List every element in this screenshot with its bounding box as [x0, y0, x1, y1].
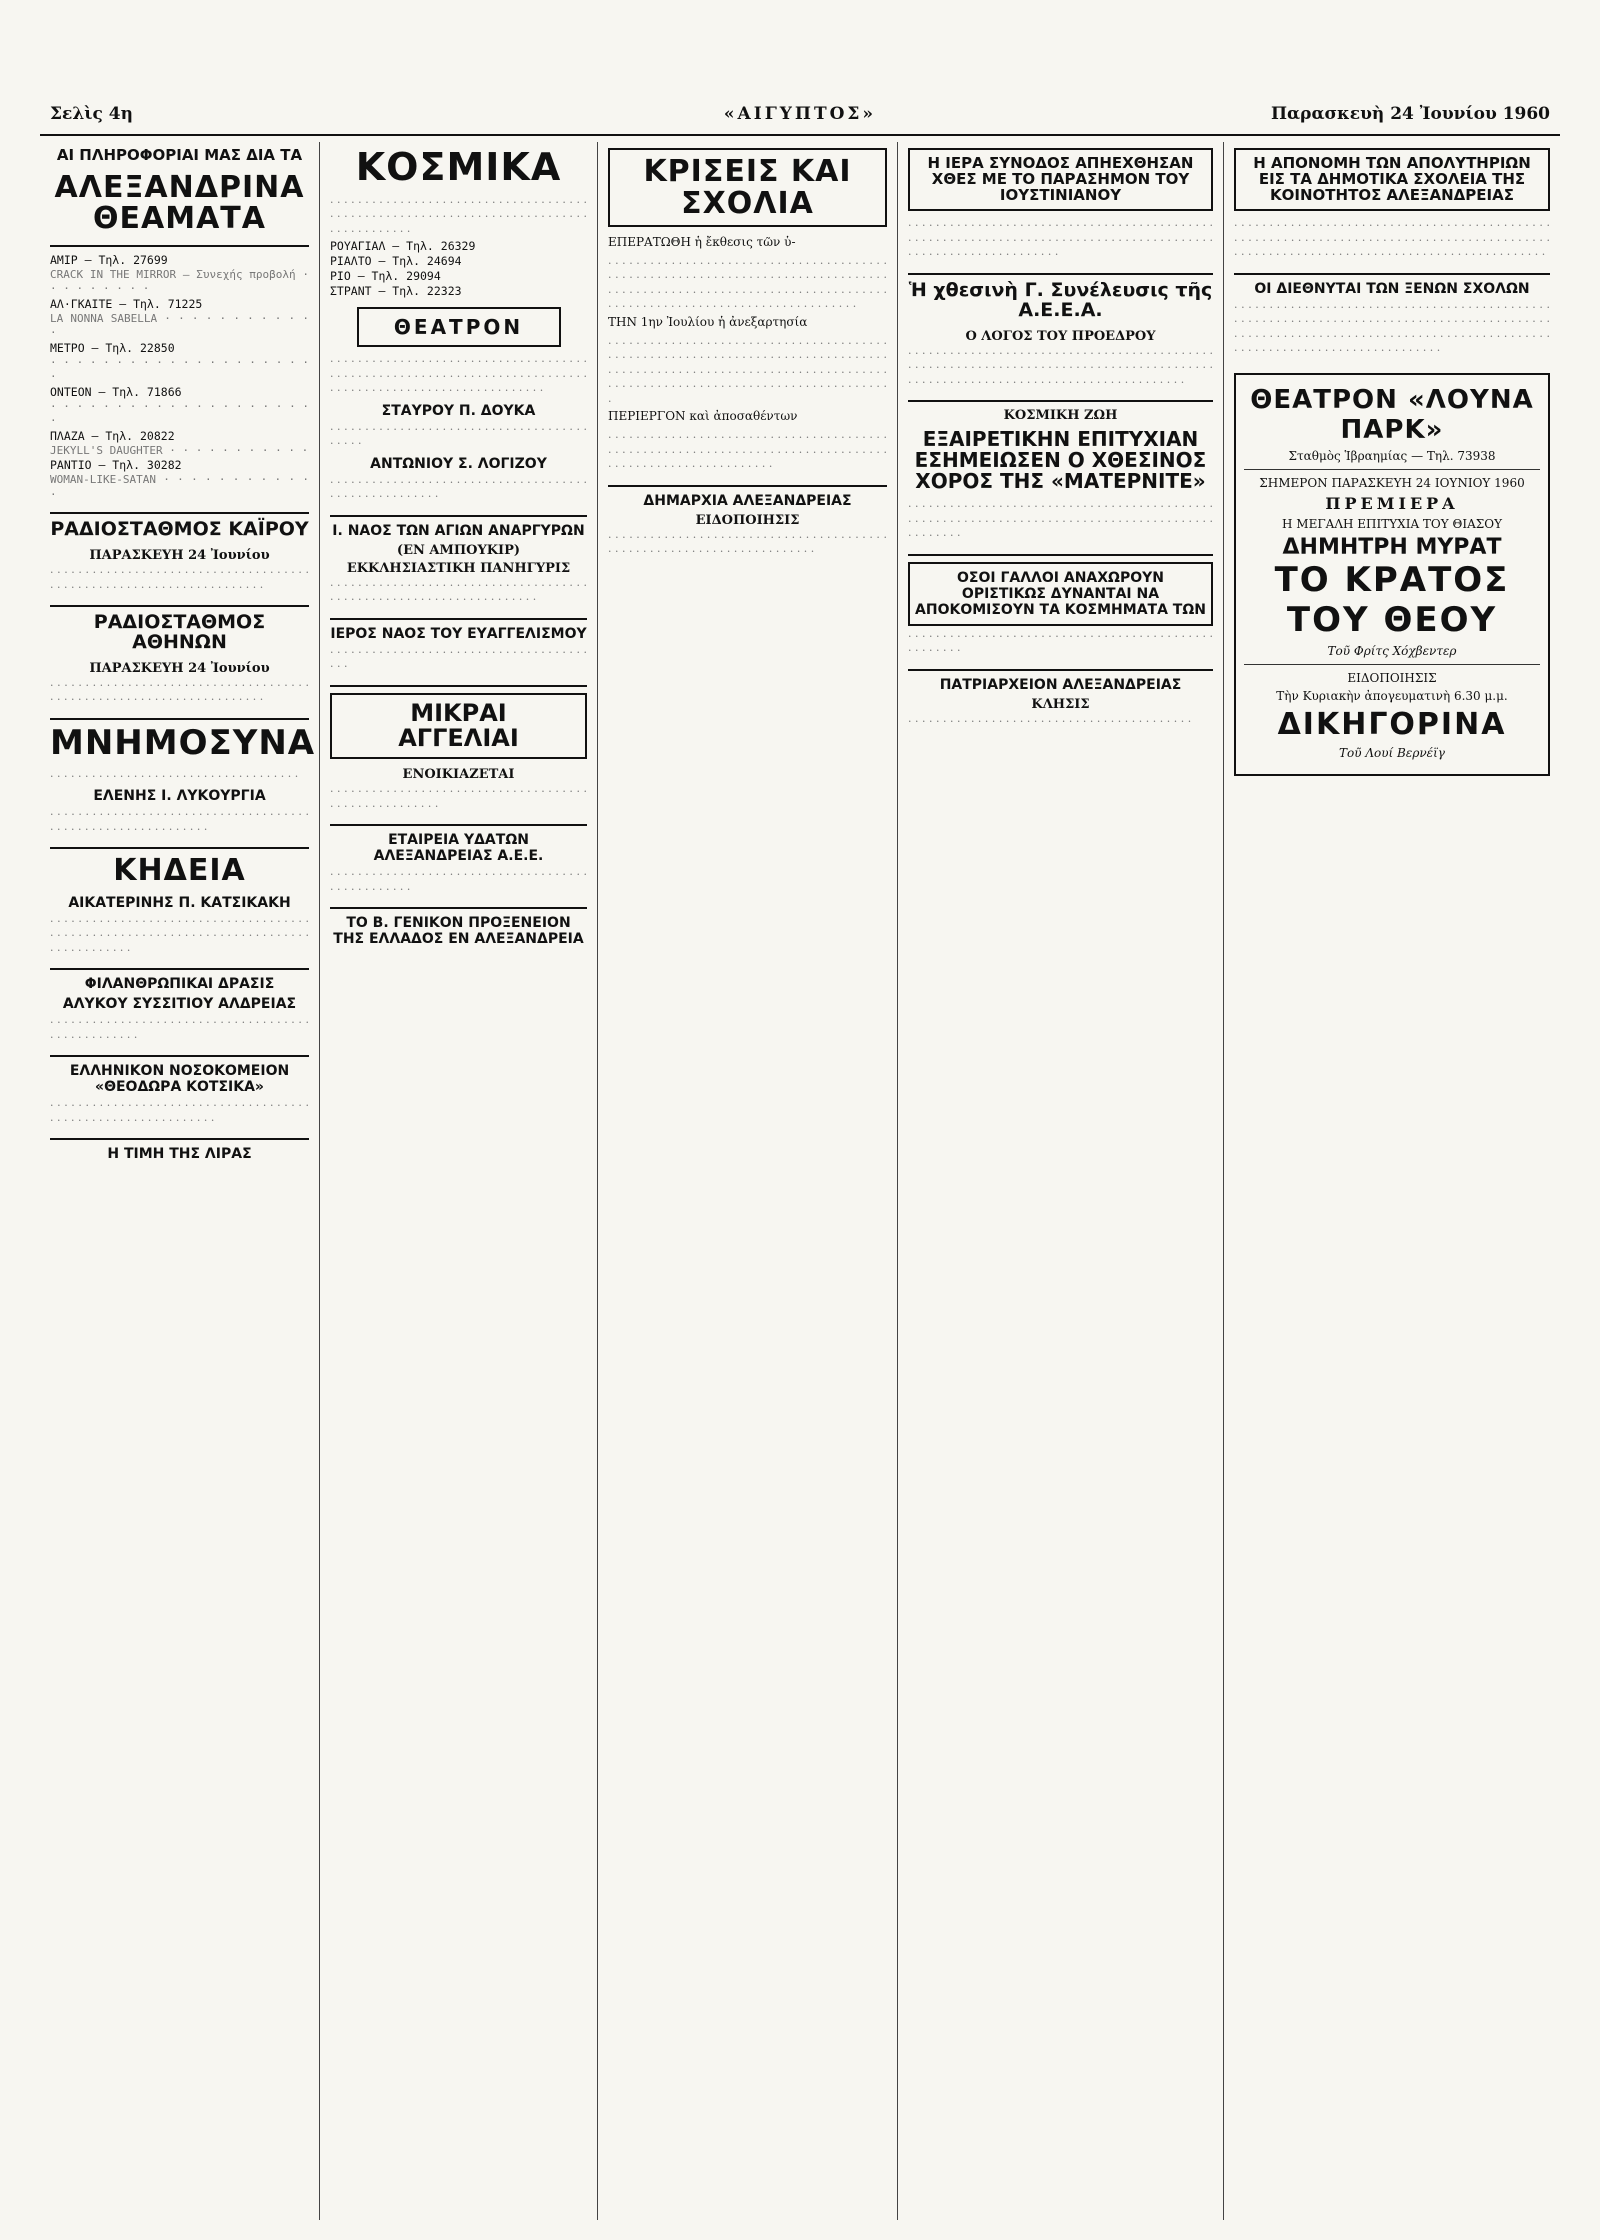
classifieds-title-2: ΑΓΓΕΛΙΑΙ [398, 724, 519, 753]
ad-sunday: Τὴν Κυριακὴν ἀπογευματινὴ 6.30 μ.μ. [1276, 688, 1508, 703]
column-news: Η ΙΕΡΑ ΣΥΝΟΔΟΣ ΑΠΗΕΧΘΗΣΑΝ ΧΘΕΣ ΜΕ ΤΟ ΠΑΡΑΣΗΜΟΝ ΤΟΥ ΙΟΥΣΤΙΝΙΑΝΟΥ · · · · · · · · · · · · · · · · · · · · · · · · · · · · · · · · · · · · · · · · · · · · · · · · · · · · · · · · · · · · · · · · · · · · · · · · · · · · · · · · · · · · · · · · · · · · · · · · · · · · · · · · · · · · · · Ἡ χθεσινὴ Γ. Συνέλευσις τῆς Α.Ε.Ε.Α. Ο ΛΟΓΟΣ ΤΟΥ ΠΡΟΕΔΡΟΥ · · · · · · · · · · · · · · · · · · · · · · · · · · · · · · · · · · · · · · · · · · · · · · · · · · · · · · · · · · · · · · · · · · · · · · · · · · · · · · · · · · · · · · · · · · · · · · · · · · · · · · · · · · · · · · · · · · · · · · · · · · · · · · · · ΚΟΣΜΙΚΗ ΖΩΗ ΕΞΑΙΡΕΤΙΚΗΝ ΕΠΙΤΥΧΙΑΝ ΕΣΗΜΕΙΩΣΕΝ Ο ΧΘΕΣΙΝΟΣ ΧΟΡΟΣ ΤΗΣ «ΜΑΤΕΡΝΙΤΕ» · · · · · · · · · · · · · · · · · · · · · · · · · · · · · · · · · · · · · · · · · · · · · · · · · · · · · · · · · · · · · · · · · · · · · · · · · · · · · · · · · · · · · · · · · · · · · · · · ΟΣΟΙ ΓΑΛΛΟΙ ΑΝΑΧΩΡΟΥΝ ΟΡΙΣΤΙΚΩΣ ΔΥΝΑΝΤΑΙ ΝΑ ΑΠΟΚΟΜΙΣΟΥΝ ΤΑ ΚΟΣΜΗΜΑΤΑ ΤΩΝ · · · · · · · · · · · · · · · · · · · · · · · · · · · · · · · · · · · · · · · · · · · · · · · · · · · · ΠΑΤΡΙΑΡΧΕΙΟΝ ΑΛΕΞΑΝΔΡΕΙΑΣ ΚΛΗΣΙΣ · · · · · · · · · · · · · · · · · · · · · · · · · · · · · · · · · · · · · · · · · [898, 142, 1224, 2220]
classifieds-title-1: ΜΙΚΡΑΙ [410, 698, 507, 727]
commentary-paragraph: ΕΠΕΡΑΤΩΘΗ ἡ ἔκθεσις τῶν ὑ- [608, 235, 796, 249]
commentary-paragraph: ΠΕΡΙΕΡΓΟΝ καὶ ἀποσαθέντων [608, 409, 798, 424]
cinema-listing: ΑΜΙΡ — Τηλ. 27699 [50, 252, 168, 267]
memorial-name: ΑΝΤΩΝΙΟΥ Σ. ΛΟΓΙΖΟΥ [370, 455, 547, 472]
cinema-listing: ΣΤΡΑΝΤ — Τηλ. 22323 [330, 284, 462, 299]
issue-date: Παρασκευὴ 24 Ἰουνίου 1960 [1271, 104, 1550, 124]
funeral-title: ΚΗΔΕΙΑ [113, 853, 246, 889]
french-jewels-notice: ΟΣΟΙ ΓΑΛΛΟΙ ΑΝΑΧΩΡΟΥΝ ΟΡΙΣΤΙΚΩΣ ΔΥΝΑΝΤΑΙ ΝΑ ΑΠΟΚΟΜΙΣΟΥΝ ΤΑ ΚΟΣΜΗΜΑΤΑ ΤΩΝ [908, 562, 1213, 626]
cinema-listing: ΡΑΝΤΙΟ — Τηλ. 30282 [50, 458, 182, 473]
ad-premiere: ΠΡΕΜΙΕΡΑ [1325, 493, 1459, 513]
theater-logo: ΘΕΑΤΡΟΝ [357, 307, 561, 347]
charity-subtitle: ΑΛΥΚΟΥ ΣΥΣΣΙΤΙΟΥ ΑΛΔΡΕΙΑΣ [62, 996, 297, 1013]
municipality-title: ΔΗΜΑΡΧΙΑ ΑΛΕΞΑΝΔΡΕΙΑΣ [643, 492, 852, 509]
radio-cairo-title: ΡΑΔΙΟΣΤΑΘΜΟΣ ΚΑΪΡΟΥ [50, 518, 309, 541]
ad-next-author: Τοῦ Λουί Βερνέϊγ [1339, 745, 1445, 760]
cinema-listing: ΜΕΤΡΟ — Τηλ. 22850 [50, 340, 175, 355]
entertainment-kicker: ΑΙ ΠΛΗΡΟΦΟΡΙΑΙ ΜΑΣ ΔΙΑ ΤΑ [56, 146, 303, 164]
cinema-listing: ΠΛΑΖΑ — Τηλ. 20822 [50, 428, 175, 443]
entertainment-title: ΑΛΕΞΑΝΔΡΙΝΑ ΘΕΑΜΑΤΑ [54, 169, 305, 237]
classifieds-label: ΕΝΟΙΚΙΑΖΕΤΑΙ [402, 767, 515, 783]
column-entertainment: ΑΙ ΠΛΗΡΟΦΟΡΙΑΙ ΜΑΣ ΔΙΑ ΤΑ ΑΛΕΞΑΝΔΡΙΝΑ ΘΕΑΜΑΤΑ ΑΜΙΡ — Τηλ. 27699 CRACK IN THE MIRROR — Συνεχής προβολή · · · · · · · · · ΑΛ·ΓΚΑΙΤΕ — Τηλ. 71225 LA NONNA SABELLA · · · · · · · · · · · · ΜΕΤΡΟ — Τηλ. 22850 · · · · · · · · · · · · · · · · · · · · · ΟΝΤΕΟΝ — Τηλ. 71866 · · · · · · · · · · · · · · · · · · · · · ΠΛΑΖΑ — Τηλ. 20822 JEKYLL'S DAUGHTER · · · · · · · · · · · ΡΑΝΤΙΟ — Τηλ. 30282 WOMAN-LIKE-SATAN · · · · · · · · · · · · ΡΑΔΙΟΣΤΑΘΜΟΣ ΚΑΪΡΟΥ ΠΑΡΑΣΚΕΥΗ 24 Ἰουνίου · · · · · · · · · · · · · · · · · · · · · · · · · · · · · · · · · · · · · · · · · · · · · · · · · · · · · · · · · · · · · · · · · · · · ΡΑΔΙΟΣΤΑΘΜΟΣ ΑΘΗΝΩΝ ΠΑΡΑΣΚΕΥΗ 24 Ἰουνίου · · · · · · · · · · · · · · · · · · · · · · · · · · · · · · · · · · · · · · · · · · · · · · · · · · · · · · · · · · · · · · · · · · · · ΜΝΗΜΟΣΥΝΑ · · · · · · · · · · · · · · · · · · · · · · · · · · · · · · · · · · · · ΕΛΕΝΗΣ Ι. ΛΥΚΟΥΡΓΙΑ · · · · · · · · · · · · · · · · · · · · · · · · · · · · · · · · · · · · · · · · · · · · · · · · · · · · · · · · · · · · ΚΗΔΕΙΑ ΑΙΚΑΤΕΡΙΝΗΣ Π. ΚΑΤΣΙΚΑΚΗ · · · · · · · · · · · · · · · · · · · · · · · · · · · · · · · · · · · · · · · · · · · · · · · · · · · · · · · · · · · · · · · · · · · · · · · · · · · · · · · · · · · · · · ΦΙΛΑΝΘΡΩΠΙΚΑΙ ΔΡΑΣΙΣ ΑΛΥΚΟΥ ΣΥΣΣΙΤΙΟΥ ΑΛΔΡΕΙΑΣ · · · · · · · · · · · · · · · · · · · · · · · · · · · · · · · · · · · · · · · · · · · · · · · · · · ΕΛΛΗΝΙΚΟΝ ΝΟΣΟΚΟΜΕΙΟΝ «ΘΕΟΔΩΡΑ ΚΟΤΣΙΚΑ» · · · · · · · · · · · · · · · · · · · · · · · · · · · · · · · · · · · · · · · · · · · · · · · · · · · · · · · · · · · · · Η ΤΙΜΗ ΤΗΣ ΛΙΡΑΣ [40, 142, 320, 2220]
cinema-list-2 [330, 239, 587, 299]
charity-title: ΦΙΛΑΝΘΡΩΠΙΚΑΙ ΔΡΑΣΙΣ [84, 976, 275, 993]
cinema-listing: ΑΛ·ΓΚΑΙΤΕ — Τηλ. 71225 [50, 296, 203, 311]
radio-athens-title: ΡΑΔΙΟΣΤΑΘΜΟΣ ΑΘΗΝΩΝ [93, 611, 266, 653]
hospital-title: ΕΛΛΗΝΙΚΟΝ ΝΟΣΟΚΟΜΕΙΟΝ «ΘΕΟΔΩΡΑ ΚΟΤΣΙΚΑ» [69, 1063, 290, 1096]
maternite-headline: ΕΞΑΙΡΕΤΙΚΗΝ ΕΠΙΤΥΧΙΑΝ ΕΣΗΜΕΙΩΣΕΝ Ο ΧΘΕΣΙΝΟΣ ΧΟΡΟΣ ΤΗΣ «ΜΑΤΕΡΝΙΤΕ» [914, 427, 1207, 494]
ad-theater-name: ΘΕΑΤΡΟΝ «ΛΟΥΝΑ ΠΑΡΚ» [1250, 384, 1534, 445]
memorial-name: ΣΤΑΥΡΟΥ Π. ΔΟΥΚΑ [381, 402, 536, 419]
consulate-notice: ΤΟ Β. ΓΕΝΙΚΟΝ ΠΡΟΞΕΝΕΙΟΝ ΤΗΣ ΕΛΛΑΔΟΣ ΕΝ ΑΛΕΞΑΝΔΡΕΙΑ [333, 915, 584, 948]
classifieds-title [330, 693, 587, 759]
ad-success: Η ΜΕΓΑΛΗ ΕΠΙΤΥΧΙΑ ΤΟΥ ΘΙΑΣΟΥ [1282, 516, 1502, 531]
church-event: ΕΚΚΛΗΣΙΑΣΤΙΚΗ ΠΑΝΗΓΥΡΙΣ [346, 560, 571, 576]
social-life-section: ΚΟΣΜΙΚΗ ΖΩΗ [1003, 408, 1118, 424]
synod-headline: Η ΙΕΡΑ ΣΥΝΟΔΟΣ ΑΠΗΕΧΘΗΣΑΝ ΧΘΕΣ ΜΕ ΤΟ ΠΑΡΑΣΗΜΟΝ ΤΟΥ ΙΟΥΣΤΙΝΙΑΝΟΥ [908, 148, 1213, 211]
column-commentary: ΚΡΙΣΕΙΣ ΚΑΙ ΣΧΟΛΙΑ ΕΠΕΡΑΤΩΘΗ ἡ ἔκθεσις τῶν ὑ- · · · · · · · · · · · · · · · · · · · · · · · · · · · · · · · · · · · · · · · · · · · · · · · · · · · · · · · · · · · · · · · · · · · · · · · · · · · · · · · · · · · · · · · · · · · · · · · · · · · · · · · · · · · · · · · · · · · · · · · · · · · · · · · · · · · · · · · · · · · · · · · · · · · · · · · · · · · · ΤΗΝ 1ην Ἰουλίου ἡ ἀνεξαρτησία · · · · · · · · · · · · · · · · · · · · · · · · · · · · · · · · · · · · · · · · · · · · · · · · · · · · · · · · · · · · · · · · · · · · · · · · · · · · · · · · · · · · · · · · · · · · · · · · · · · · · · · · · · · · · · · · · · · · · · · · · · · · · · · · · · · · · · · · · · · · · · · · · · · · · · · · · · · · · · · · · ΠΕΡΙΕΡΓΟΝ καὶ ἀποσαθέντων · · · · · · · · · · · · · · · · · · · · · · · · · · · · · · · · · · · · · · · · · · · · · · · · · · · · · · · · · · · · · · · · · · · · · · · · · · · · · · · · · · · · · · · · · · · · · · · · · · · · · · · · ΔΗΜΑΡΧΙΑ ΑΛΕΞΑΝΔΡΕΙΑΣ ΕΙΔΟΠΟΙΗΣΙΣ · · · · · · · · · · · · · · · · · · · · · · · · · · · · · · · · · · · · · · · · · · · · · · · · · · · · · · · · · · · · · · · · · · · · · · [598, 142, 898, 2220]
cinema-list: ΑΜΙΡ — Τηλ. 27699 CRACK IN THE MIRROR — Συνεχής προβολή · · · · · · · · · ΑΛ·ΓΚΑΙΤΕ — Τηλ. 71225 LA NONNA SABELLA · · · · · · · · · · · · ΜΕΤΡΟ — Τηλ. 22850 · · · · · · · · · · · · · · · · · · · · · ΟΝΤΕΟΝ — Τηλ. 71866 · · · · · · · · · · · · · · · · · · · · · ΠΛΑΖΑ — Τηλ. 20822 JEKYLL'S DAUGHTER · · · · · · · · · · · ΡΑΝΤΙΟ — Τηλ. 30282 WOMAN-LIKE-SATAN · · · · · · · · · · · · [50, 252, 309, 501]
patriarchate-notice: ΚΛΗΣΙΣ [1031, 696, 1090, 712]
municipality-notice: ΕΙΔΟΠΟΙΗΣΙΣ [695, 512, 800, 528]
page-number: Σελὶς 4η [50, 104, 133, 124]
ad-company: ΔΗΜΗΤΡΗ ΜΥΡΑΤ [1282, 534, 1502, 560]
cinema-listing: ΟΝΤΕΟΝ — Τηλ. 71866 [50, 384, 182, 399]
luna-park-ad [1234, 373, 1550, 776]
ad-play-title: ΤΟ ΚΡΑΤΟΣ ΤΟΥ ΘΕΟΥ [1274, 559, 1510, 640]
memorial-name: ΕΛΕΝΗΣ Ι. ΛΥΚΟΥΡΓΙΑ [93, 788, 266, 805]
water-company-notice: ΕΤΑΙΡΕΙΑ ΥΔΑΤΩΝ ΑΛΕΞΑΝΔΡΕΙΑΣ Α.Ε.Ε. [373, 832, 544, 865]
masthead [40, 100, 1560, 136]
commentary-paragraph: ΤΗΝ 1ην Ἰουλίου ἡ ἀνεξαρτησία [608, 314, 808, 329]
schools-headline: Η ΑΠΟΝΟΜΗ ΤΩΝ ΑΠΟΛΥΤΗΡΙΩΝ ΕΙΣ ΤΑ ΔΗΜΟΤΙΚΑ ΣΧΟΛΕΙΑ ΤΗΣ ΚΟΙΝΟΤΗΤΟΣ ΑΛΕΞΑΝΔΡΕΙΑΣ [1234, 148, 1550, 211]
cinema-listing: ΡΟΥΑΓΙΑΛ — Τηλ. 26329 [330, 239, 476, 254]
ad-notice: ΕΙΔΟΠΟΙΗΣΙΣ [1347, 670, 1437, 685]
cinema-listing: ΡΙΟ — Τηλ. 29094 [330, 269, 441, 284]
pound-rate-title: Η ΤΙΜΗ ΤΗΣ ΛΙΡΑΣ [107, 1146, 252, 1163]
commentary-title: ΚΡΙΣΕΙΣ ΚΑΙ ΣΧΟΛΙΑ [608, 148, 887, 227]
patriarchate-title: ΠΑΤΡΙΑΡΧΕΙΟΝ ΑΛΕΞΑΝΔΡΕΙΑΣ [939, 676, 1182, 693]
foreign-schools-headline: ΟΙ ΔΙΕΘΝΥΤΑΙ ΤΩΝ ΞΕΝΩΝ ΣΧΟΛΩΝ [1254, 280, 1530, 297]
column-schools: Η ΑΠΟΝΟΜΗ ΤΩΝ ΑΠΟΛΥΤΗΡΙΩΝ ΕΙΣ ΤΑ ΔΗΜΟΤΙΚΑ ΣΧΟΛΕΙΑ ΤΗΣ ΚΟΙΝΟΤΗΤΟΣ ΑΛΕΞΑΝΔΡΕΙΑΣ · · · · · · · · · · · · · · · · · · · · · · · · · · · · · · · · · · · · · · · · · · · · · · · · · · · · · · · · · · · · · · · · · · · · · · · · · · · · · · · · · · · · · · · · · · · · · · · · · · · · · · · · · · · · · · · · · · · · · · · · · · · · · · · · · · · · · · · ΟΙ ΔΙΕΘΝΥΤΑΙ ΤΩΝ ΞΕΝΩΝ ΣΧΟΛΩΝ · · · · · · · · · · · · · · · · · · · · · · · · · · · · · · · · · · · · · · · · · · · · · · · · · · · · · · · · · · · · · · · · · · · · · · · · · · · · · · · · · · · · · · · · · · · · · · · · · · · · · · · · · · · · · · · · · · · · · · · · · · · · · · · · · · · · · · · · · · · · · · · · · · · · · · · · · · · · · · · · · · · · · ΘΕΑΤΡΟΝ «ΛΟΥΝΑ ΠΑΡΚ» Σταθμὸς Ἱβραημίας — Τηλ. 73938 ΣΗΜΕΡΟΝ ΠΑΡΑΣΚΕΥΗ 24 ΙΟΥΝΙΟΥ 1960 ΠΡΕΜΙΕΡΑ Η ΜΕΓΑΛΗ ΕΠΙΤΥΧΙΑ ΤΟΥ ΘΙΑΣΟΥ ΔΗΜΗΤΡΗ ΜΥΡΑΤ ΤΟ ΚΡΑΤΟΣ ΤΟΥ ΘΕΟΥ Τοῦ Φρίτς Χόχβεντερ ΕΙΔΟΠΟΙΗΣΙΣ Τὴν Κυριακὴν ἀπογευματινὴ 6.30 μ.μ. ΔΙΚΗΓΟΡΙΝΑ Τοῦ Λουί Βερνέϊγ [1224, 142, 1560, 2220]
radio-cairo-date: ΠΑΡΑΣΚΕΥΗ 24 Ἰουνίου [89, 547, 270, 563]
memorial-title: ΜΝΗΜΟΣΥΝΑ [50, 722, 316, 763]
funeral-name: ΑΙΚΑΤΕΡΙΝΗΣ Π. ΚΑΤΣΙΚΑΚΗ [68, 894, 291, 911]
cinema-listing: ΡΙΑΛΤΟ — Τηλ. 24694 [330, 254, 462, 269]
church-notice: Ι. ΝΑΟΣ ΤΩΝ ΑΓΙΩΝ ΑΝΑΡΓΥΡΩΝ [332, 522, 585, 539]
ad-author: Τοῦ Φρίτς Χόχβεντερ [1327, 643, 1457, 658]
column-social: ΚΟΣΜΙΚΑ · · · · · · · · · · · · · · · · · · · · · · · · · · · · · · · · · · · · · · · · · · · · · · · · · · · · · · · · · · · · · · · · · · · · · · · · · · · · · · · · · · · · · · ΡΟΥΑΓΙΑΛ — Τηλ. 26329 ΡΙΑΛΤΟ — Τηλ. 24694 ΡΙΟ — Τηλ. 29094 ΣΤΡΑΝΤ — Τηλ. 22323 ΘΕΑΤΡΟΝ · · · · · · · · · · · · · · · · · · · · · · · · · · · · · · · · · · · · · · · · · · · · · · · · · · · · · · · · · · · · · · · · · · · · · · · · · · · · · · · · · · · · · · · · · · · · · · · · · · · · · · · · · ΣΤΑΥΡΟΥ Π. ΔΟΥΚΑ · · · · · · · · · · · · · · · · · · · · · · · · · · · · · · · · · · · · · · · · · · ΑΝΤΩΝΙΟΥ Σ. ΛΟΓΙΖΟΥ · · · · · · · · · · · · · · · · · · · · · · · · · · · · · · · · · · · · · · · · · · · · · · · · · · · · · Ι. ΝΑΟΣ ΤΩΝ ΑΓΙΩΝ ΑΝΑΡΓΥΡΩΝ (ΕΝ ΑΜΠΟΥΚΙΡ) ΕΚΚΛΗΣΙΑΣΤΙΚΗ ΠΑΝΗΓΥΡΙΣ · · · · · · · · · · · · · · · · · · · · · · · · · · · · · · · · · · · · · · · · · · · · · · · · · · · · · · · · · · · · · · · · · · · ΙΕΡΟΣ ΝΑΟΣ ΤΟΥ ΕΥΑΓΓΕΛΙΣΜΟΥ · · · · · · · · · · · · · · · · · · · · · · · · · · · · · · · · · · · · · · · · ΜΙΚΡΑΙ ΑΓΓΕΛΙΑΙ ΕΝΟΙΚΙΑΖΕΤΑΙ · · · · · · · · · · · · · · · · · · · · · · · · · · · · · · · · · · · · · · · · · · · · · · · · · · · · · ΕΤΑΙΡΕΙΑ ΥΔΑΤΩΝ ΑΛΕΞΑΝΔΡΕΙΑΣ Α.Ε.Ε. · · · · · · · · · · · · · · · · · · · · · · · · · · · · · · · · · · · · · · · · · · · · · · · · · ΤΟ Β. ΓΕΝΙΚΟΝ ΠΡΟΞΕΝΕΙΟΝ ΤΗΣ ΕΛΛΑΔΟΣ ΕΝ ΑΛΕΞΑΝΔΡΕΙΑ [320, 142, 598, 2220]
newspaper-name: «ΑΙΓΥΠΤΟΣ» [723, 104, 877, 124]
ad-next-play: ΔΙΚΗΓΟΡΙΝΑ [1277, 706, 1507, 742]
annunciation-notice: ΙΕΡΟΣ ΝΑΟΣ ΤΟΥ ΕΥΑΓΓΕΛΙΣΜΟΥ [330, 625, 587, 642]
social-title: ΚΟΣΜΙΚΑ [355, 145, 562, 189]
president-speech: Ο ΛΟΓΟΣ ΤΟΥ ΠΡΟΕΔΡΟΥ [965, 328, 1156, 344]
church-location: (ΕΝ ΑΜΠΟΥΚΙΡ) [396, 542, 521, 558]
ad-today: ΣΗΜΕΡΟΝ ΠΑΡΑΣΚΕΥΗ 24 ΙΟΥΝΙΟΥ 1960 [1259, 475, 1525, 490]
assembly-headline: Ἡ χθεσινὴ Γ. Συνέλευσις τῆς Α.Ε.Ε.Α. [908, 278, 1213, 321]
ad-station: Σταθμὸς Ἱβραημίας — Τηλ. 73938 [1288, 448, 1496, 463]
radio-athens-date: ΠΑΡΑΣΚΕΥΗ 24 Ἰουνίου [89, 660, 270, 676]
